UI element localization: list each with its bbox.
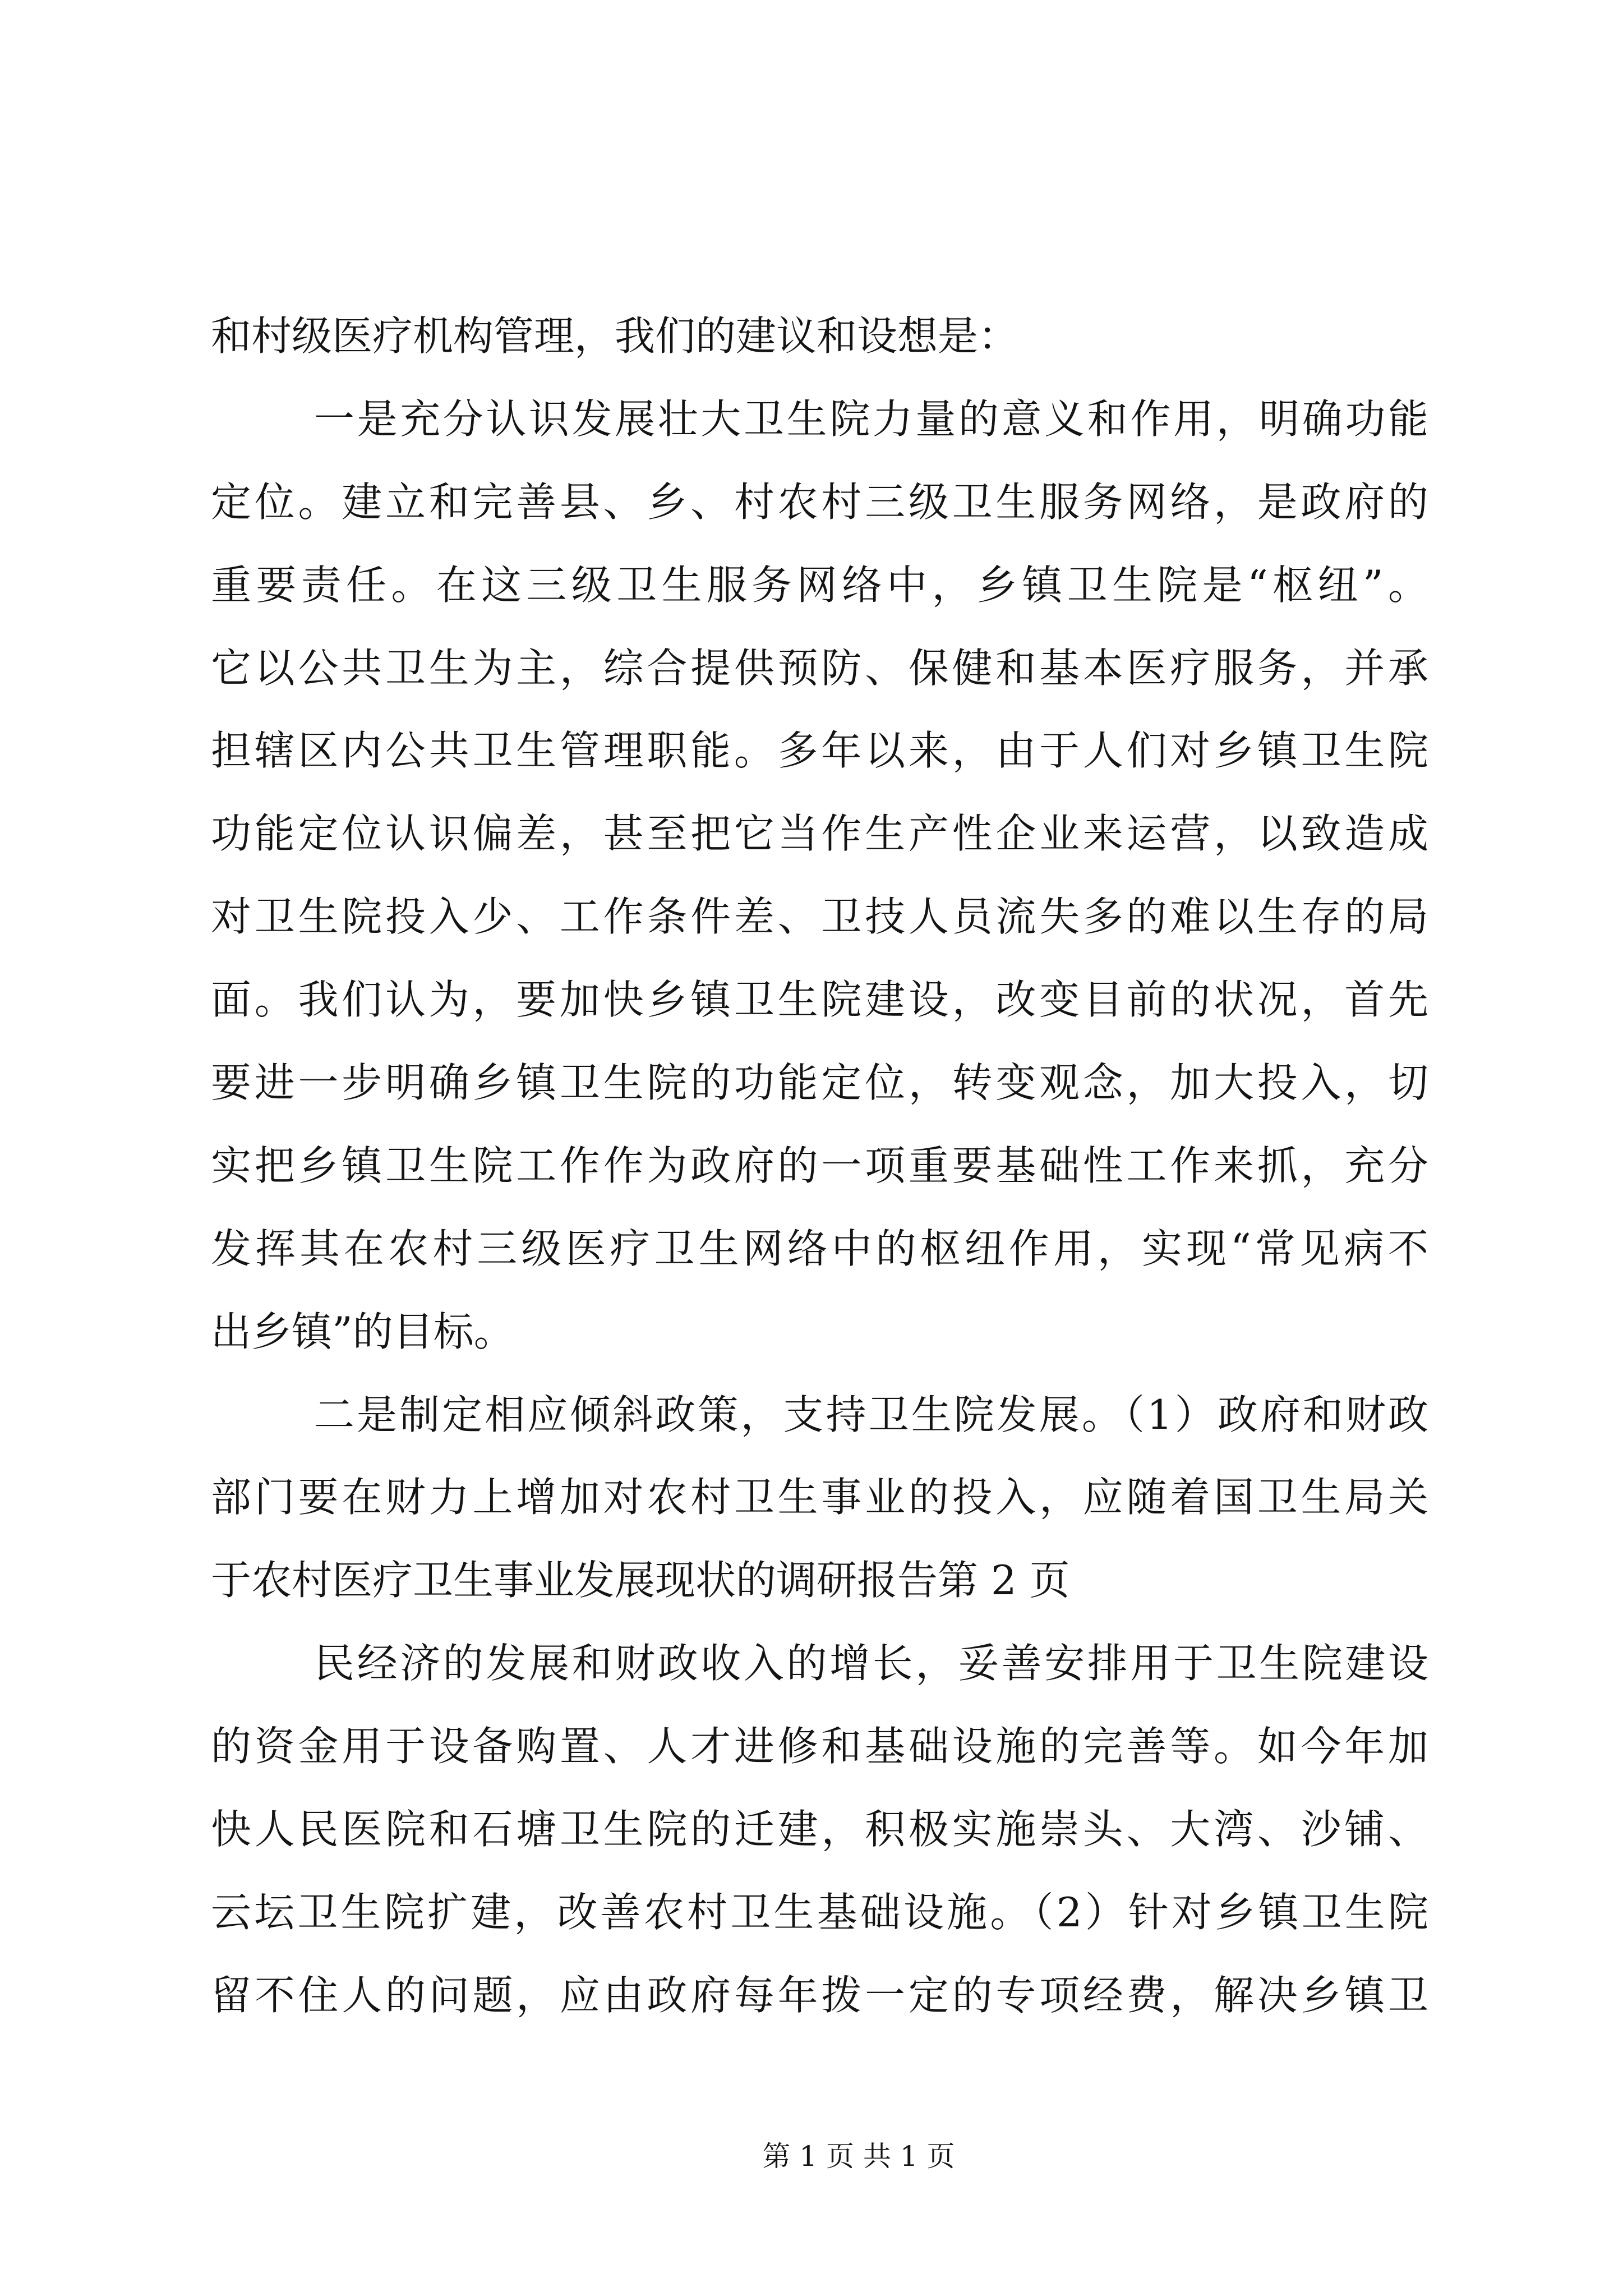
text-line: 对卫生院投入少、工作条件差、卫技人员流失多的难以生存的局 — [211, 893, 1428, 941]
text-line: 它以公共卫生为主，综合提供预防、保健和基本医疗服务，并承 — [211, 644, 1428, 692]
text-line: 实把乡镇卫生院工作作为政府的一项重要基础性工作来抓，充分 — [211, 1142, 1428, 1189]
paragraph — [211, 1622, 1428, 2037]
text-line: 于农村医疗卫生事业发展现状的调研报告第 2 页 — [211, 1557, 1070, 1604]
text-line: 要进一步明确乡镇卫生院的功能定位，转变观念，加大投入，切 — [211, 1059, 1428, 1107]
text-line: 一是充分认识发展壮大卫生院力量的意义和作用，明确功能 — [314, 395, 1428, 443]
text-line: 出乡镇”的目标。 — [211, 1308, 514, 1355]
text-line: 二是制定相应倾斜政策，支持卫生院发展。（1）政府和财政 — [314, 1391, 1428, 1438]
text-line: 面。我们认为，要加快乡镇卫生院建设，改变目前的状况，首先 — [211, 976, 1428, 1024]
text-line: 云坛卫生院扩建，改善农村卫生基础设施。（2）针对乡镇卫生院 — [211, 1888, 1428, 1936]
text-line: 定位。建立和完善县、乡、村农村三级卫生服务网络，是政府的 — [211, 478, 1428, 526]
page-footer: 第 1 页 共 1 页 — [762, 2140, 955, 2173]
text-line: 民经济的发展和财政收入的增长，妥善安排用于卫生院建设 — [314, 1640, 1428, 1687]
paragraph — [211, 295, 1428, 378]
text-line: 快人民医院和石塘卫生院的迁建，积极实施崇头、大湾、沙铺、 — [211, 1806, 1428, 1853]
text-line: 发挥其在农村三级医疗卫生网络中的枢纽作用，实现“常见病不 — [211, 1225, 1428, 1272]
paragraph — [211, 378, 1428, 1374]
text-line: 担辖区内公共卫生管理职能。多年以来，由于人们对乡镇卫生院 — [211, 727, 1428, 775]
paragraph — [211, 1374, 1428, 1623]
document-body — [211, 295, 1428, 2037]
text-line: 重要责任。在这三级卫生服务网络中，乡镇卫生院是“枢纽”。 — [211, 561, 1428, 609]
text-line: 和村级医疗机构管理，我们的建议和设想是： — [211, 312, 1019, 360]
text-line: 功能定位认识偏差，甚至把它当作生产性企业来运营，以致造成 — [211, 810, 1428, 858]
text-line: 部门要在财力上增加对农村卫生事业的投入，应随着国卫生局关 — [211, 1474, 1428, 1521]
text-line: 留不住人的问题，应由政府每年拨一定的专项经费，解决乡镇卫 — [211, 1971, 1428, 2019]
text-line: 的资金用于设备购置、人才进修和基础设施的完善等。如今年加 — [211, 1723, 1428, 1770]
